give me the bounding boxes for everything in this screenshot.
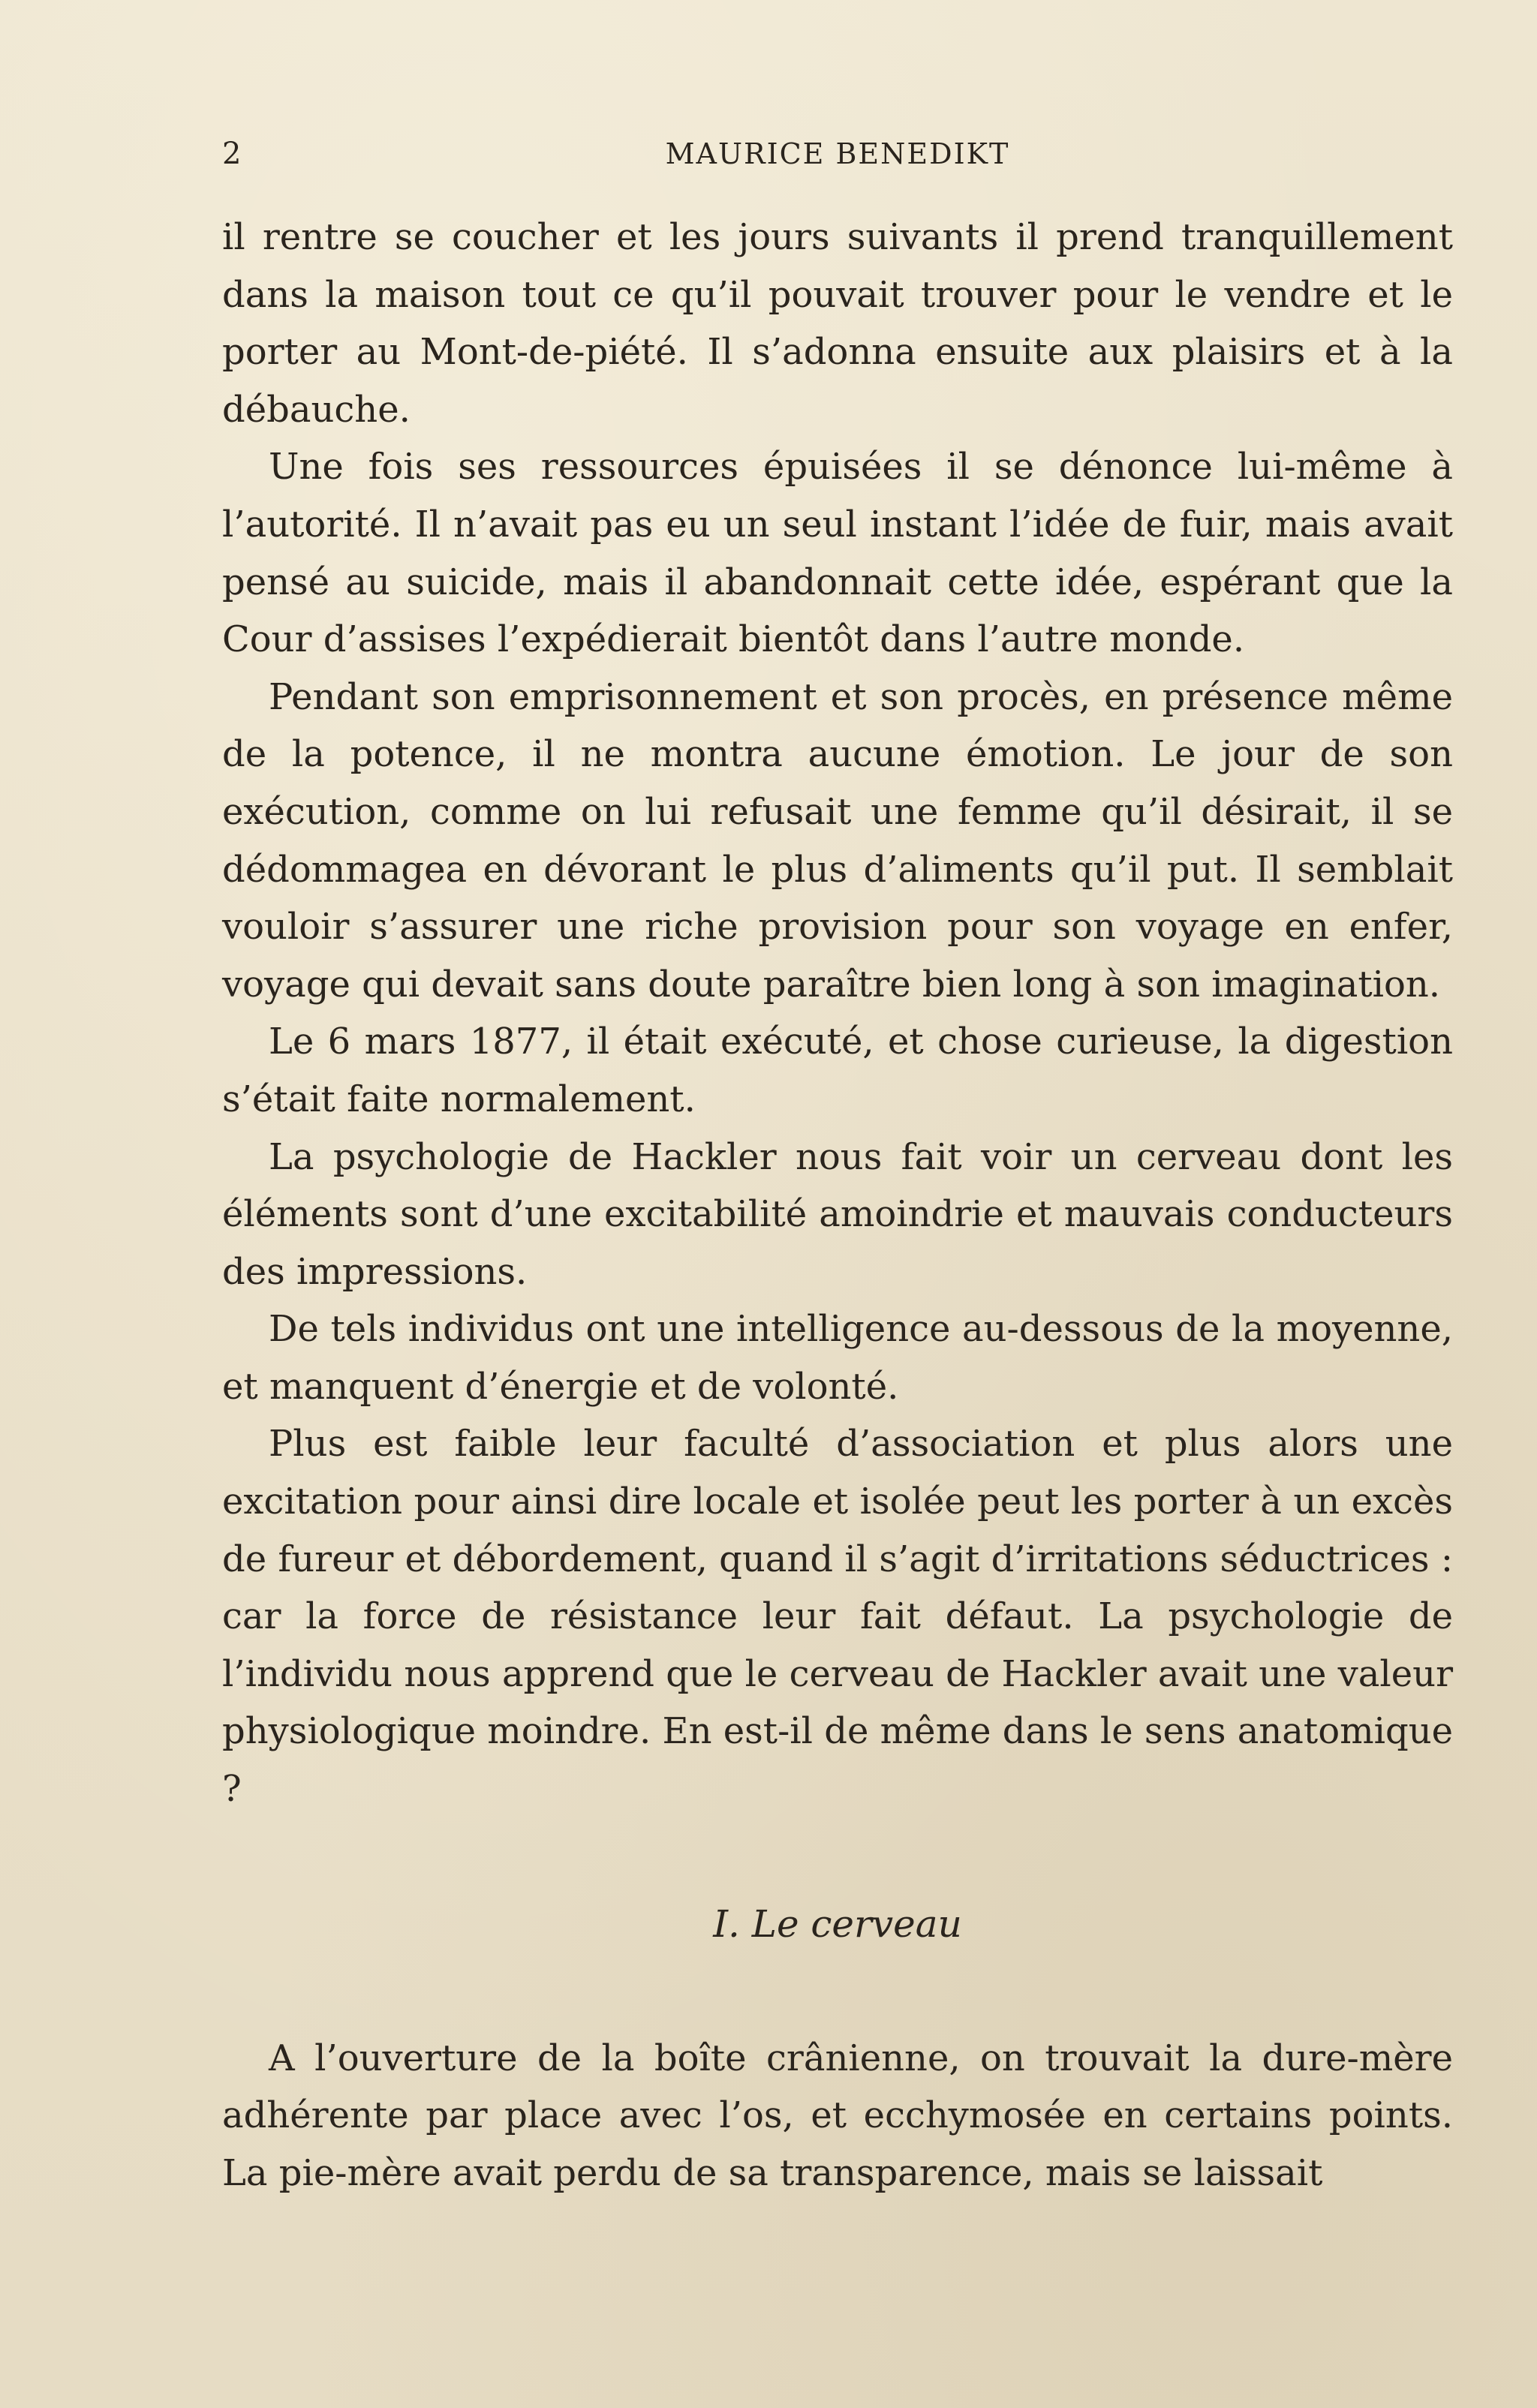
paragraph: Une fois ses ressources épuisées il se dénonce lui-même à l’autorité. Il n’avait pas eu un seul instant l’idée de fuir, mais avait pensé au suicide, mais il abandonnait cette idée, espérant que la Cour d’assises l’expédierait bientôt dans l’autre monde. [222, 446, 1453, 661]
body-text [222, 209, 1453, 2202]
paragraph: il rentre se coucher et les jours suivants il prend tranquillement dans la maison tout ce qu’il pouvait trouver pour le vendre et le porter au Mont-de-piété. Il s’adonna ensuite aux plaisirs et à la débauche. [222, 216, 1453, 431]
paragraph: De tels individus ont une intelligence au-dessous de la moyenne, et manquent d’énergie et de volonté. [222, 1308, 1453, 1408]
running-head: MAURICE BENEDIKT [665, 137, 1010, 170]
paragraph: A l’ouverture de la boîte crânienne, on trouvait la dure-mère adhérente par place avec l’os, et ecchymosée en certains points. La pie-mère avait perdu de sa transparence, mais se laissait [222, 2037, 1453, 2194]
paragraph: La psychologie de Hackler nous fait voir un cerveau dont les éléments sont d’une excitabilité amoindrie et mauvais conducteurs des impressions. [222, 1135, 1453, 1293]
page-number: 2 [222, 137, 242, 171]
paragraph: Plus est faible leur faculté d’association et plus alors une excitation pour ainsi dire locale et isolée peut les porter à un excès de fureur et débordement, quand il s’agit d’irritations séductrices : car la force de résistance leur fait défaut. La psychologie de l’individu nous apprend que le cerveau de Hackler avait une valeur physiologique moindre. En est-il de même dans le sens anatomique ? [222, 1423, 1454, 1811]
page-header [222, 131, 1453, 176]
paragraph: Pendant son emprisonnement et son procès, en présence même de la potence, il ne montra aucune émotion. Le jour de son exécution, comme on lui refusait une femme qu’il désirait, il se dédommagea en dévorant le plus d’aliments qu’il put. Il semblait vouloir s’assurer une riche provision pour son voyage en enfer, voyage qui devait sans doute paraître bien long à son imagination. [222, 675, 1453, 1006]
section-title: I. Le cerveau [713, 1901, 962, 1946]
paragraph: Le 6 mars 1877, il était exécuté, et chose curieuse, la digestion s’était faite normalement. [222, 1021, 1453, 1120]
